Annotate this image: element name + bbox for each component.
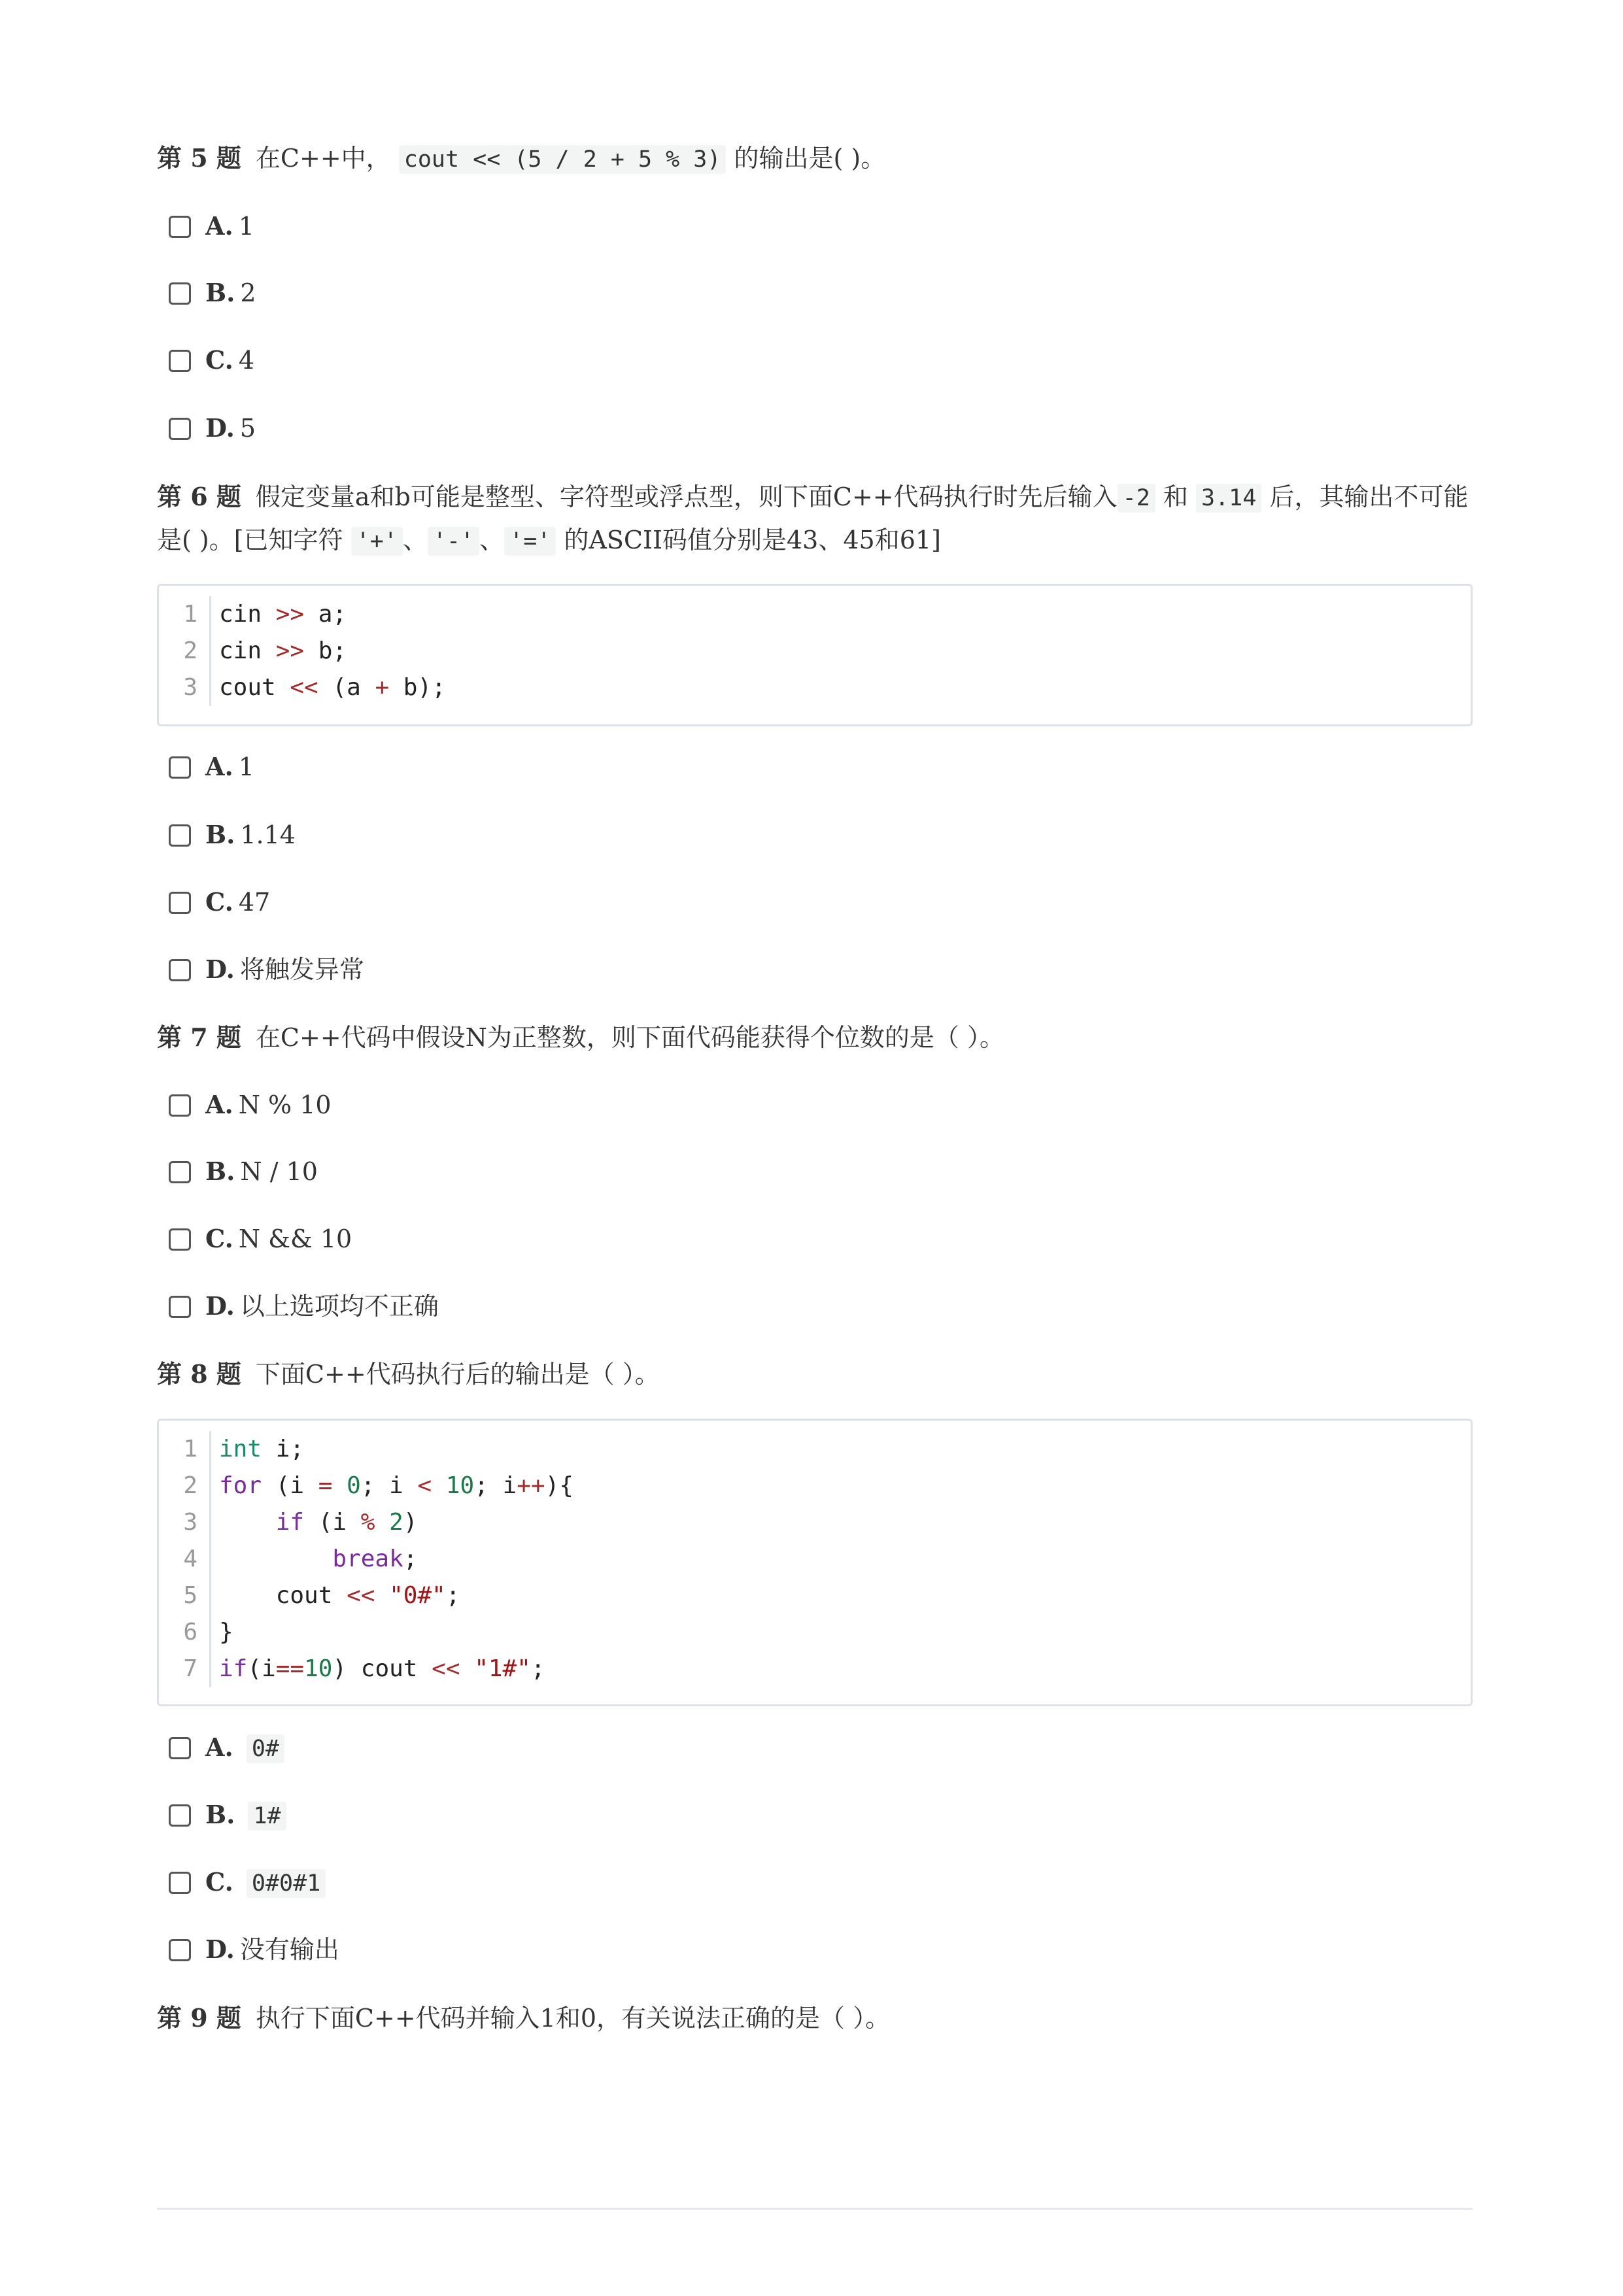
inline-code: '-' <box>428 527 479 556</box>
option-b[interactable] <box>169 815 296 854</box>
checkbox[interactable] <box>169 892 191 914</box>
code-line <box>159 1651 1471 1687</box>
code-text: break; <box>332 1545 418 1572</box>
option-letter: B. <box>205 820 235 849</box>
checkbox[interactable] <box>169 1296 191 1318</box>
line-number: 4 <box>159 1541 211 1578</box>
option-letter: C. <box>205 887 233 917</box>
code-line <box>159 1504 1471 1541</box>
option-text: 5 <box>239 414 256 443</box>
option-b[interactable] <box>169 1795 286 1834</box>
option-text: N % 10 <box>238 1090 332 1119</box>
code-text: cin >> a; <box>219 601 347 628</box>
checkbox[interactable] <box>169 1094 191 1117</box>
question-text: 的ASCII码值分别是43、45和61] <box>564 526 941 554</box>
question-text: 执行下面C++代码并输入1和0，有关说法正确的是（ ）。 <box>255 2004 891 2033</box>
checkbox[interactable] <box>169 1804 191 1827</box>
code-text: cout << (a + b); <box>219 674 446 701</box>
question-number: 第 8 题 <box>157 1359 241 1389</box>
line-number: 5 <box>159 1578 211 1614</box>
checkbox[interactable] <box>169 1737 191 1759</box>
checkbox[interactable] <box>169 959 191 981</box>
question-text: 在C++中， <box>255 144 391 173</box>
question-text: 假定变量a和b可能是整型、字符型或浮点型，则下面C++代码执行时先后输入 <box>255 482 1118 511</box>
option-letter: B. <box>205 278 235 307</box>
code-line <box>159 1431 1471 1468</box>
option-letter: C. <box>205 1224 233 1253</box>
line-number: 3 <box>159 669 211 706</box>
code-block <box>157 584 1473 726</box>
question-number: 第 9 题 <box>157 2003 241 2033</box>
option-text: 以上选项均不正确 <box>239 1292 439 1321</box>
option-d[interactable] <box>169 409 256 448</box>
option-letter: D. <box>205 954 235 984</box>
option-text: N / 10 <box>240 1157 318 1186</box>
inline-code: '=' <box>504 527 556 556</box>
inline-code: -2 <box>1118 484 1155 513</box>
code-text: cin >> b; <box>219 637 347 664</box>
option-letter: D. <box>205 413 235 443</box>
code-line <box>159 669 1471 706</box>
option-text: 2 <box>240 279 256 307</box>
question-6 <box>157 476 1473 562</box>
option-a[interactable] <box>169 207 254 246</box>
question-text: 、 <box>479 526 505 554</box>
question-text: 下面C++代码执行后的输出是（ ）。 <box>255 1360 660 1389</box>
code-line <box>159 633 1471 669</box>
line-number: 2 <box>159 633 211 669</box>
option-letter: B. <box>205 1800 235 1829</box>
line-number: 1 <box>159 1431 211 1468</box>
line-number: 7 <box>159 1651 211 1687</box>
option-letter: A. <box>205 1090 233 1119</box>
question-8 <box>157 1353 1473 1395</box>
option-c[interactable] <box>169 1219 352 1258</box>
question-number: 第 5 题 <box>157 143 241 173</box>
option-b[interactable] <box>169 1152 318 1191</box>
code-line <box>159 1578 1471 1614</box>
code-line <box>159 596 1471 633</box>
option-b[interactable] <box>169 273 256 312</box>
option-letter: A. <box>205 1732 233 1762</box>
line-number: 3 <box>159 1504 211 1541</box>
code-block <box>157 1419 1473 1706</box>
option-d[interactable] <box>169 1930 339 1969</box>
checkbox[interactable] <box>169 824 191 847</box>
option-letter: A. <box>205 752 233 781</box>
code-text: cout << "0#"; <box>219 1582 460 1609</box>
option-letter: D. <box>205 1291 235 1321</box>
checkbox[interactable] <box>169 350 191 372</box>
option-text: N && 10 <box>238 1224 352 1253</box>
option-a[interactable] <box>169 1728 284 1767</box>
checkbox[interactable] <box>169 1939 191 1961</box>
line-number: 2 <box>159 1468 211 1504</box>
option-letter: A. <box>205 211 233 241</box>
inline-code: '+' <box>351 527 403 556</box>
question-7 <box>157 1017 1473 1058</box>
option-text: 1.14 <box>240 820 296 849</box>
question-text: 后，其输出不可能是( )。[已知字符 <box>157 482 1469 554</box>
question-number: 第 7 题 <box>157 1022 241 1052</box>
checkbox[interactable] <box>169 1228 191 1251</box>
line-number: 6 <box>159 1614 211 1651</box>
question-text: 在C++代码中假设N为正整数，则下面代码能获得个位数的是（ ）。 <box>255 1023 1004 1052</box>
option-letter: C. <box>205 345 233 375</box>
option-c[interactable] <box>169 883 270 922</box>
question-text: 的输出是( )。 <box>734 144 886 173</box>
question-9 <box>157 1997 1473 2039</box>
inline-code: 3.14 <box>1196 484 1261 513</box>
option-letter: D. <box>205 1934 235 1964</box>
question-5 <box>157 137 1473 180</box>
footer-divider <box>157 2208 1473 2210</box>
code-text: if (i % 2) <box>275 1509 418 1536</box>
code-line <box>159 1614 1471 1651</box>
option-a[interactable] <box>169 747 254 786</box>
question-text: 和 <box>1163 482 1188 511</box>
option-text: 没有输出 <box>239 1935 339 1964</box>
option-text: 0#0#1 <box>247 1869 326 1898</box>
question-number: 第 6 题 <box>157 482 241 511</box>
option-a[interactable] <box>169 1085 332 1124</box>
option-text: 1# <box>248 1802 286 1831</box>
checkbox[interactable] <box>169 418 191 440</box>
option-c[interactable] <box>169 1863 326 1902</box>
checkbox[interactable] <box>169 756 191 779</box>
question-text: 、 <box>402 526 428 554</box>
option-text: 1 <box>238 212 254 241</box>
code-text: if(i==10) cout << "1#"; <box>219 1655 545 1682</box>
code-text: int i; <box>219 1436 305 1462</box>
option-d[interactable] <box>169 950 364 989</box>
option-text: 4 <box>238 346 254 375</box>
option-text: 47 <box>238 888 271 917</box>
option-d[interactable] <box>169 1287 439 1326</box>
checkbox[interactable] <box>169 216 191 238</box>
option-text: 1 <box>238 752 254 781</box>
option-letter: B. <box>205 1156 235 1186</box>
option-c[interactable] <box>169 341 254 380</box>
checkbox[interactable] <box>169 1161 191 1183</box>
inline-code: cout << (5 / 2 + 5 % 3) <box>399 145 726 174</box>
option-text: 0# <box>247 1734 284 1763</box>
code-text: for (i = 0; i < 10; i++){ <box>219 1472 573 1499</box>
code-line <box>159 1468 1471 1504</box>
checkbox[interactable] <box>169 1872 191 1894</box>
checkbox[interactable] <box>169 282 191 305</box>
option-text: 将触发异常 <box>239 955 364 984</box>
line-number: 1 <box>159 596 211 633</box>
code-line <box>159 1541 1471 1578</box>
code-text: } <box>219 1619 233 1646</box>
option-letter: C. <box>205 1867 233 1897</box>
